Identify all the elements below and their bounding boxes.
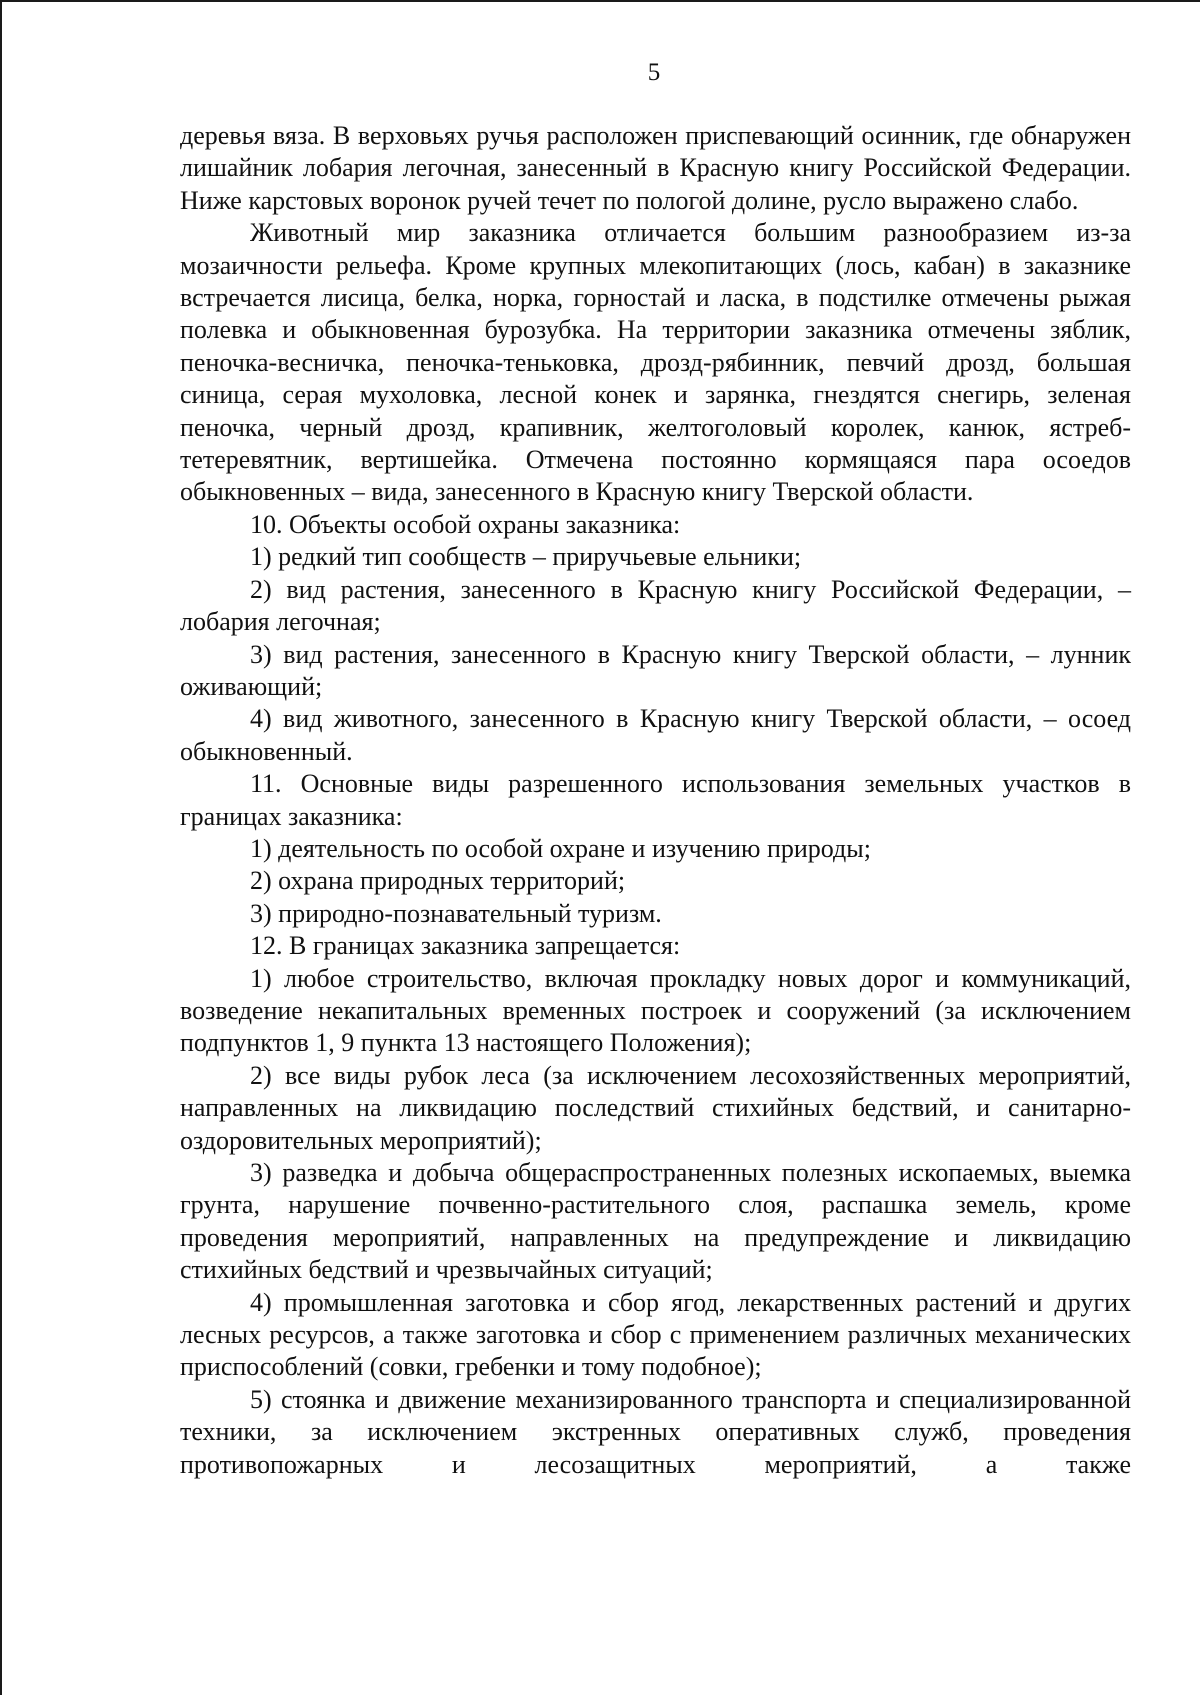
section-10-item-2: 2) вид растения, занесенного в Красную книгу Российской Федерации, – лобария легочная; bbox=[180, 574, 1131, 637]
scan-top-edge bbox=[0, 0, 1200, 2]
section-11-heading: 11. Основные виды разрешенного использования земельных участков в границах заказника: bbox=[180, 769, 1131, 831]
paragraph-fauna: Животный мир заказника отличается большим разнообразием из-за мозаичности рельефа. Кроме крупных млекопитающих (лось, кабан) в заказнике встречается лисица, белка, норка, горностай и ласка, в подстилке отмечены рыжая полевка и обыкновенная бурозубка. На территории заказника отмечены зяблик, пеночка-весничка, пеночка-теньковка, дрозд-рябинник, певчий дрозд, большая синица, серая мухоловка, лесной конек и зарянка, гнездятся снегирь, зеленая пеночка, черный дрозд, крапивник, желтоголовый королек, канюк, ястреб-тетеревятник, вертишейка. Отмечена постоянно кормящаяся пара осоедов обыкновенных – вида, занесенного в Красную книгу Тверской области. bbox=[180, 218, 1131, 507]
section-12-item-4: 4) промышленная заготовка и сбор ягод, лекарственных растений и других лесных ресурсов, а также заготовка и сбор с применением различных механических приспособлений (совки, гребенки и тому подобное); bbox=[180, 1287, 1131, 1382]
section-10-item-3: 3) вид растения, занесенного в Красную книгу Тверской области, – лунник оживающий; bbox=[180, 639, 1131, 701]
scan-left-edge bbox=[0, 0, 2, 1695]
section-12-item-2: 2) все виды рубок леса (за исключением лесохозяйственных мероприятий, направленных на ликвидацию последствий стихийных бедствий, и санитарно-оздоровительных мероприятий); bbox=[180, 1060, 1131, 1155]
section-12-item-5: 5) стоянка и движение механизированного транспорта и специализированной техники, за исключением экстренных оперативных служб, проведения противопожарных и лесозащитных мероприятий, а также bbox=[180, 1384, 1131, 1479]
paragraph-continuation-elm-trees: деревья вяза. В верховьях ручья расположен приспевающий осинник, где обнаружен лишайник лобария легочная, занесенный в Красную книгу Российской Федерации. Ниже карстовых воронок ручей течет по пологой долине, русло выражено слабо. bbox=[180, 121, 1131, 215]
section-12-item-3: 3) разведка и добыча общераспространенных полезных ископаемых, выемка грунта, нарушение почвенно-растительного слоя, распашка земель, кроме проведения мероприятий, направленных на предупреждение и ликвидацию стихийных бедствий и чрезвычайных ситуаций; bbox=[180, 1158, 1131, 1285]
section-10-item-1: 1) редкий тип сообществ – приручьевые ельники; bbox=[250, 542, 802, 572]
document-body bbox=[180, 120, 1131, 1481]
section-10-item-4: 4) вид животного, занесенного в Красную книгу Тверской области, – осоед обыкновенный. bbox=[180, 704, 1131, 766]
section-11-item-1: 1) деятельность по особой охране и изучению природы; bbox=[250, 833, 871, 863]
section-11-item-3: 3) природно-познавательный туризм. bbox=[250, 898, 662, 928]
section-12-item-1: 1) любое строительство, включая прокладку новых дорог и коммуникаций, возведение некапитальных временных построек и сооружений (за исключением подпунктов 1, 9 пункта 13 настоящего Положения); bbox=[180, 963, 1131, 1058]
section-12-heading: 12. В границах заказника запрещается: bbox=[250, 931, 681, 961]
page-number: 5 bbox=[647, 59, 661, 86]
section-10-heading: 10. Объекты особой охраны заказника: bbox=[250, 509, 681, 539]
section-11-item-2: 2) охрана природных территорий; bbox=[250, 866, 626, 896]
